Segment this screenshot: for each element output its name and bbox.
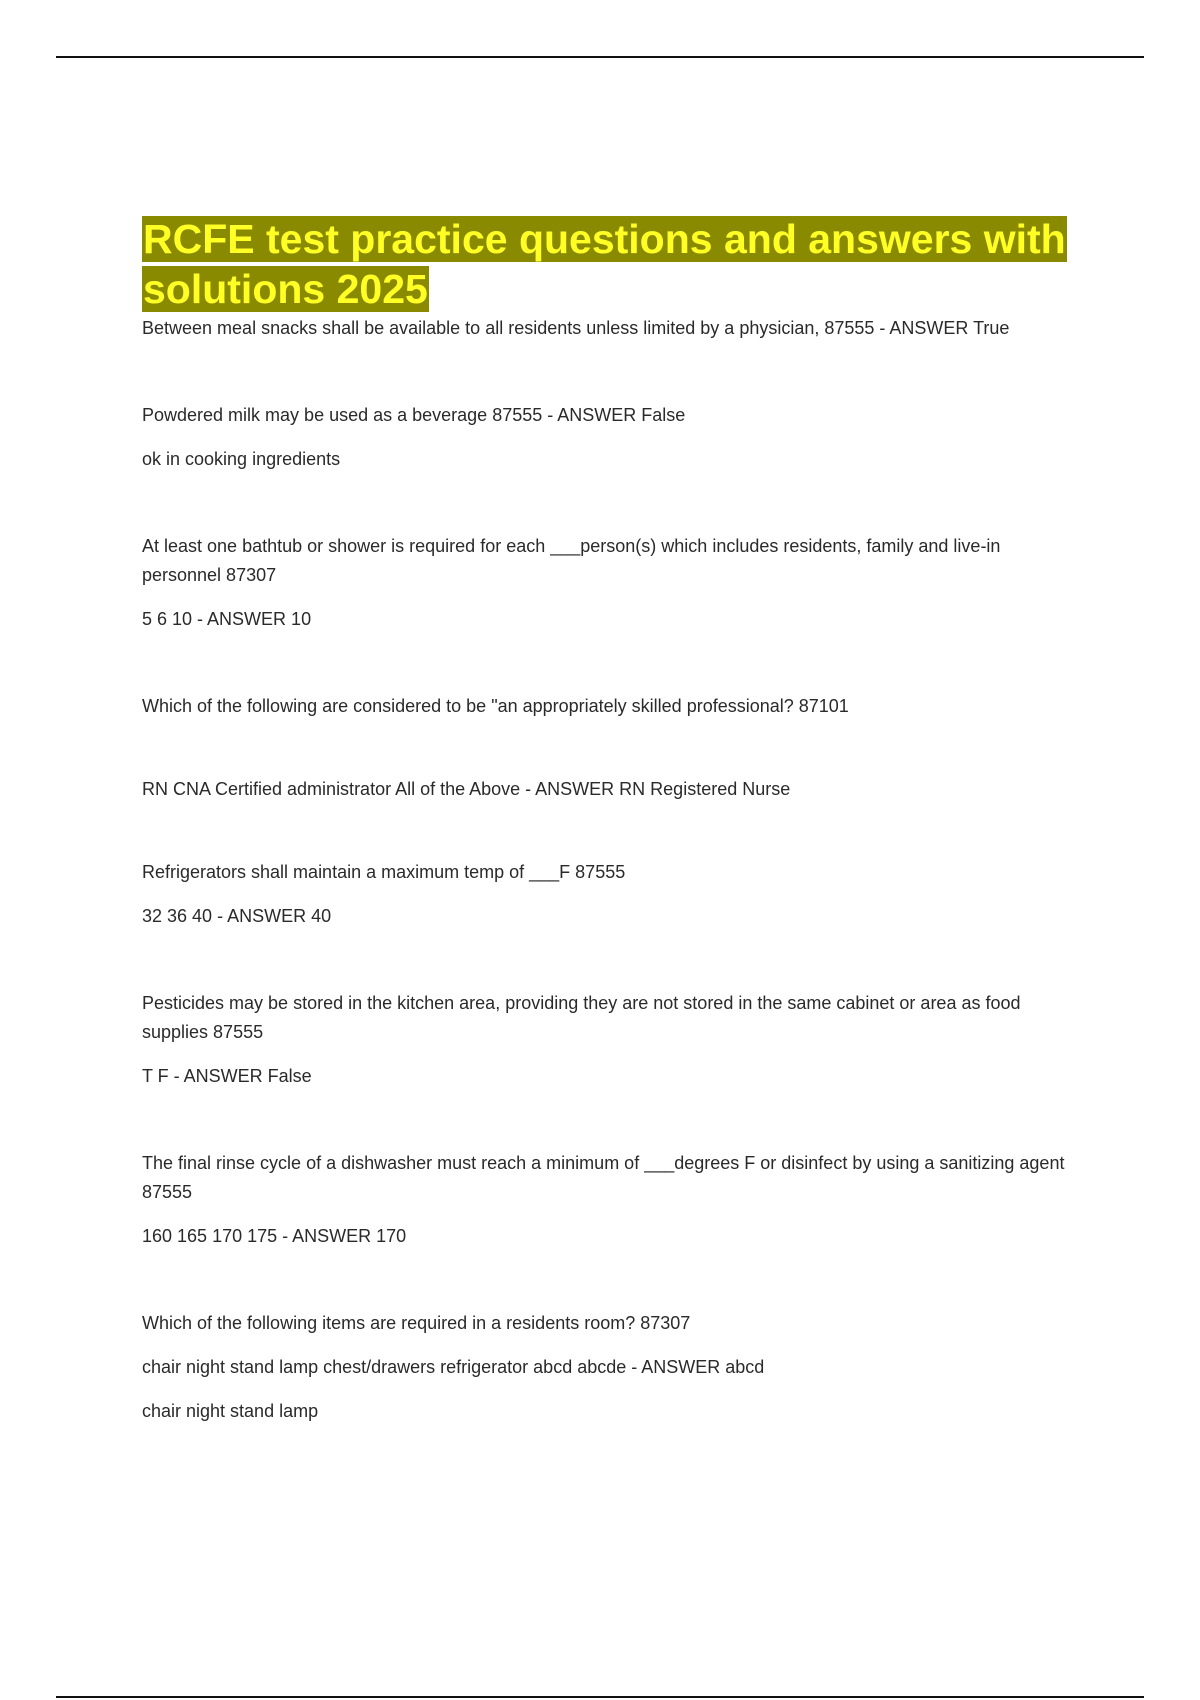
spacer (142, 430, 1072, 445)
answer-8: chair night stand lamp chest/drawers refrigerator abcd abcde - ANSWER abcd (142, 1357, 765, 1377)
answer-6: T F - ANSWER False (142, 1066, 312, 1086)
header-rule (56, 56, 1144, 58)
spacer (142, 634, 1072, 692)
question-4: Which of the following are considered to be "an appropriately skilled professional? 87101 (142, 696, 849, 716)
spacer (142, 887, 1072, 902)
document-title (142, 214, 1072, 314)
answer-5: 32 36 40 - ANSWER 40 (142, 906, 332, 926)
footer-rule (56, 1696, 1144, 1698)
question-1: Between meal snacks shall be available to all residents unless limited by a physician, 87555 - ANSWER True (142, 318, 1010, 338)
question-2: Powdered milk may be used as a beverage 87555 - ANSWER False (142, 405, 686, 425)
spacer (142, 1382, 1072, 1397)
answer-4: RN CNA Certified administrator All of the Above - ANSWER RN Registered Nurse (142, 779, 791, 799)
question-5: Refrigerators shall maintain a maximum temp of ___F 87555 (142, 862, 626, 882)
answer-note-2: ok in cooking ingredients (142, 449, 341, 469)
spacer (142, 804, 1072, 858)
answer-3: 5 6 10 - ANSWER 10 (142, 609, 312, 629)
spacer (142, 931, 1072, 989)
answer-7: 160 165 170 175 - ANSWER 170 (142, 1226, 407, 1246)
question-7: The final rinse cycle of a dishwasher must reach a minimum of ___degrees F or disinfect by using a sanitizing agent 87555 (142, 1153, 1065, 1202)
spacer (142, 343, 1072, 401)
answer-note-8: chair night stand lamp (142, 1401, 319, 1421)
question-8: Which of the following items are required in a residents room? 87307 (142, 1313, 691, 1333)
spacer (142, 1047, 1072, 1062)
question-3: At least one bathtub or shower is required for each ___person(s) which includes residents, family and live-in personnel 87307 (142, 536, 1001, 585)
document-body (142, 214, 1072, 1426)
spacer (142, 1091, 1072, 1149)
spacer (142, 721, 1072, 775)
spacer (142, 590, 1072, 605)
spacer (142, 1251, 1072, 1309)
spacer (142, 1207, 1072, 1222)
spacer (142, 474, 1072, 532)
document-title-highlight: RCFE test practice questions and answers with solutions 2025 (143, 216, 1066, 312)
question-6: Pesticides may be stored in the kitchen area, providing they are not stored in the same cabinet or area as food supplies 87555 (142, 993, 1021, 1042)
spacer (142, 1338, 1072, 1353)
